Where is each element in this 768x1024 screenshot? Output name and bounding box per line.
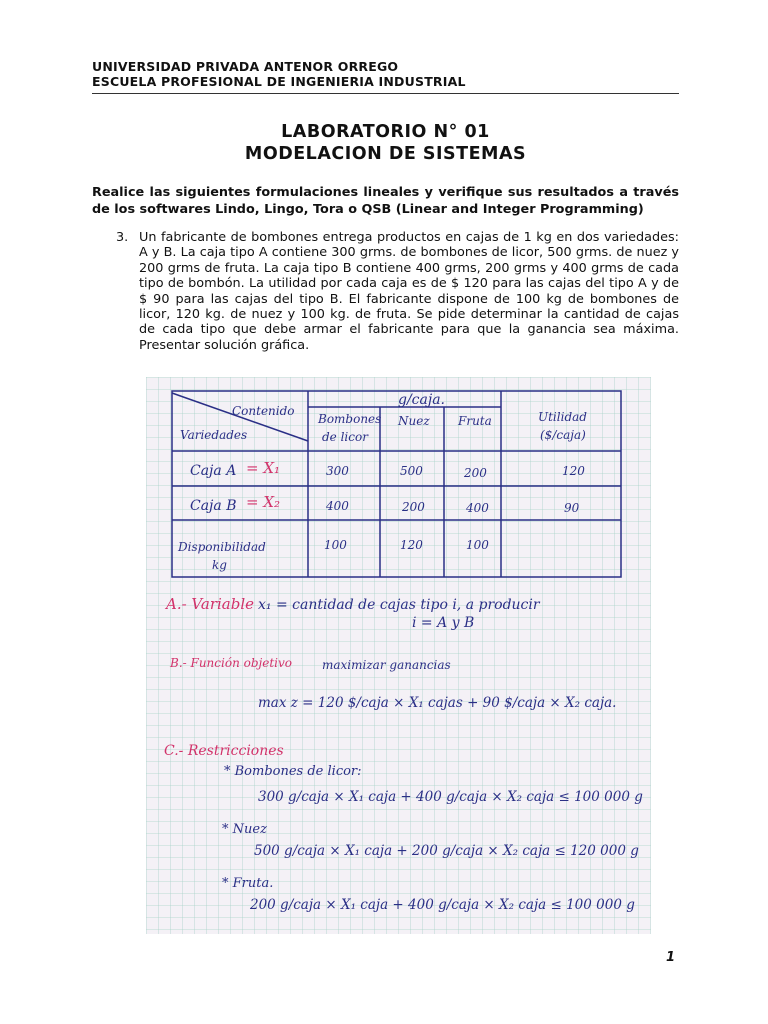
col-bombones: Bombones [318,412,382,426]
course-title: MODELACION DE SISTEMAS [244,144,527,164]
handwritten-notes-photo [146,377,651,934]
header-rule [92,93,679,94]
school-name: ESCUELA PROFESIONAL DE INGENIERIA INDUSTRIAL [92,74,466,89]
variable-heading: A.- Variable [166,595,255,613]
row-a-label: Caja A [190,463,237,479]
col-utilidad: Utilidad [538,410,587,424]
row-b-var: = X₂ [246,493,281,511]
constraints-heading: C.- Restricciones [164,743,284,759]
unit-header: g/caja. [398,392,446,408]
objective-heading: B.- Función objetivo [170,656,293,670]
constraint-nuez: 500 g/caja × X₁ caja + 200 g/caja × X₂ caja ≤ 120 000 g [254,843,639,859]
row-d-unit: kg [212,558,227,572]
row-d-label: Disponibilidad [178,540,266,554]
row-b-licor: 400 [326,499,349,513]
row-d-licor: 100 [324,538,347,552]
row-a-var: = X₁ [246,459,281,477]
row-b-utilidad: 90 [564,501,580,515]
row-d-nuez: 120 [400,538,423,552]
constraint-fruta: 200 g/caja × X₁ caja + 400 g/caja × X₂ caja ≤ 100 000 g [250,897,635,913]
variable-index: i = A y B [412,615,475,631]
objective-function: max z = 120 $/caja × X₁ cajas + 90 $/caja × X₂ caja. [258,695,617,711]
problem-statement: Un fabricante de bombones entrega productos en cajas de 1 kg en dos variedades: A y B. La caja tipo A contiene 300 grms. de bombones de licor, 500 grms. de nuez y 200 grms de fruta. La caja tipo B contiene 400 grms, 200 grms y 400 grms de cada tipo de bombón. La utilidad por cada caja es de $ 120 para las cajas del tipo A y de $ 90 para las cajas del tipo B. El fabricante dispone de 100 kg de bombones de licor, 120 kg. de nuez y 100 kg. de fruta. Se pide determinar la cantidad de cajas de cada tipo que debe armar el fabricante para que la ganancia sea máxima. Presentar solución gráfica. [139,230,679,353]
row-a-nuez: 500 [400,464,423,478]
problem-number: 3. [116,230,129,245]
col-fruta: Fruta [458,414,492,428]
row-a-fruta: 200 [464,466,487,480]
constraint-licor-label: * Bombones de licor: [224,764,362,779]
col-nuez: Nuez [398,414,430,428]
variable-definition: x₁ = cantidad de cajas tipo i, a producir [258,597,540,613]
row-d-fruta: 100 [466,538,489,552]
row-b-nuez: 200 [402,500,425,514]
row-b-fruta: 400 [466,501,489,515]
lab-title: LABORATORIO N° 01 [281,122,490,142]
constraint-fruta-label: * Fruta. [222,876,274,891]
objective-subtitle: maximizar ganancias [322,658,451,672]
col-de-licor: de licor [322,430,368,444]
diag-contenido: Contenido [232,404,295,418]
diag-variedades: Variedades [180,428,248,442]
page-number: 1 [666,950,676,965]
row-b-label: Caja B [190,498,237,514]
instructions: Realice las siguientes formulaciones lineales y verifique sus resultados a través de los softwares Lindo, Lingo, Tora o QSB (Linear and Integer Programming) [92,185,679,217]
col-utilidad-unit: ($/caja) [540,428,586,442]
row-a-utilidad: 120 [562,464,585,478]
constraint-nuez-label: * Nuez [222,822,267,837]
university-name: UNIVERSIDAD PRIVADA ANTENOR ORREGO [92,59,399,74]
document-header [92,59,466,89]
constraint-licor: 300 g/caja × X₁ caja + 400 g/caja × X₂ caja ≤ 100 000 g [258,789,643,805]
row-a-licor: 300 [326,464,349,478]
